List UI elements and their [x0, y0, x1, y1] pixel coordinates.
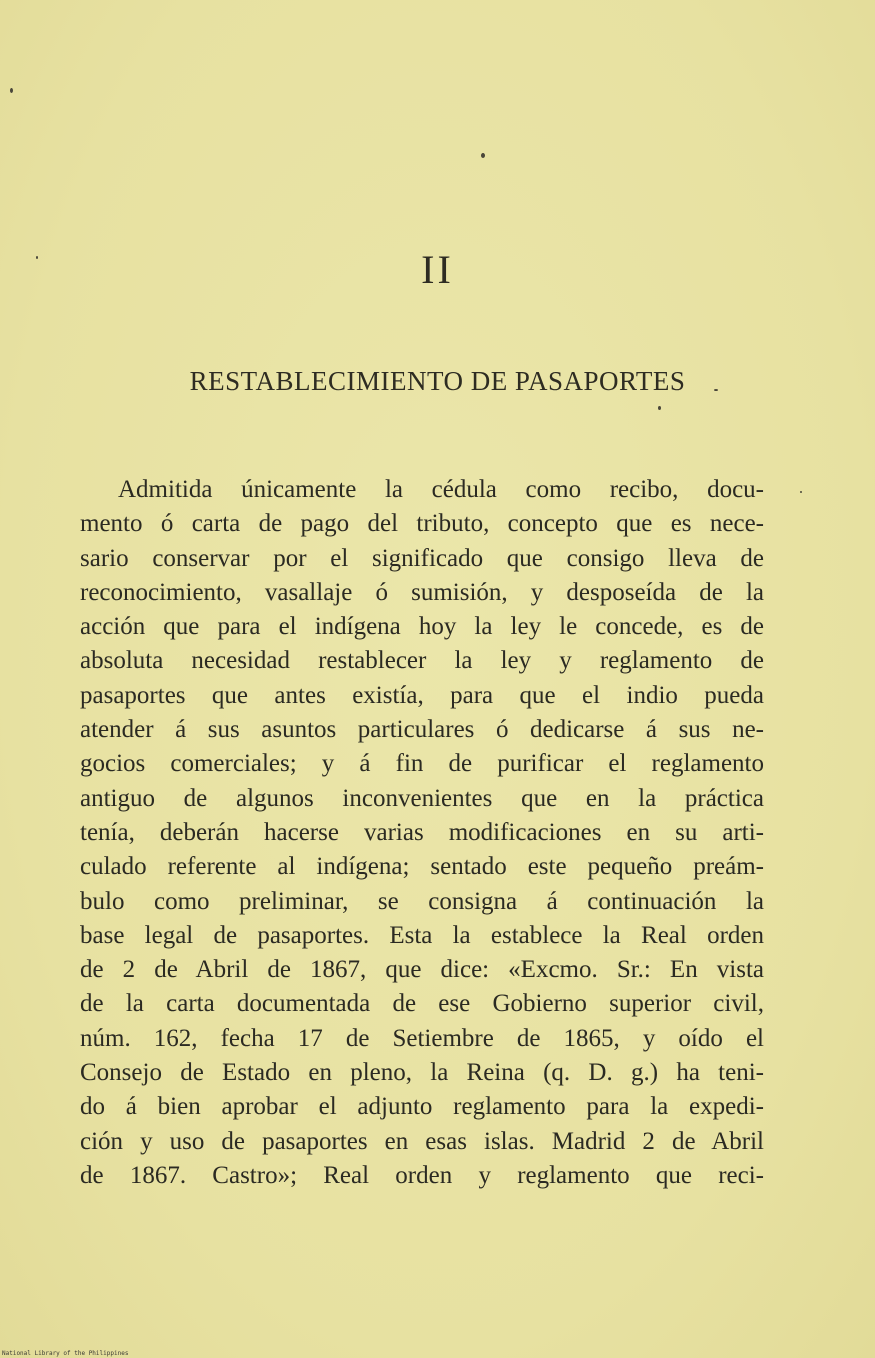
- text-line: gocios comerciales; y á fin de purificar el reglamento: [80, 750, 764, 778]
- text-line: reconocimiento, vasallaje ó sumisión, y desposeída de la: [80, 578, 764, 606]
- text-line: antiguo de algunos inconvenientes que en la práctica: [80, 784, 764, 812]
- text-line: de 1867. Castro»; Real orden y reglamento que reci-: [80, 1161, 764, 1189]
- ink-speck: [658, 406, 661, 410]
- ink-speck: [481, 153, 485, 158]
- text-line: de la carta documentada de ese Gobierno superior civil,: [80, 990, 764, 1018]
- text-line: Consejo de Estado en pleno, la Reina (q. D. g.) ha teni-: [80, 1059, 764, 1087]
- text-line: sario conservar por el significado que consigo lleva de: [80, 544, 764, 572]
- text-line: base legal de pasaportes. Esta la establece la Real orden: [80, 921, 764, 949]
- text-line: atender á sus asuntos particulares ó dedicarse á sus ne-: [80, 716, 764, 744]
- text-line: do á bien aprobar el adjunto reglamento para la expedi-: [80, 1093, 764, 1121]
- text-line: de 2 de Abril de 1867, que dice: «Excmo. Sr.: En vista: [80, 956, 764, 984]
- library-credit: National Library of the Philippines: [2, 1350, 129, 1357]
- text-line: culado referente al indígena; sentado este pequeño preám-: [80, 853, 764, 881]
- chapter-title: RESTABLECIMIENTO DE PASAPORTES: [189, 366, 686, 396]
- text-line: tenía, deberán hacerse varias modificaciones en su arti-: [80, 818, 764, 846]
- text-line: acción que para el indígena hoy la ley le concede, es de: [80, 613, 764, 641]
- text-line: mento ó carta de pago del tributo, concepto que es nece-: [80, 510, 764, 538]
- ink-speck: [800, 491, 802, 493]
- text-line: absoluta necesidad restablecer la ley y reglamento de: [80, 647, 764, 675]
- text-line: pasaportes que antes existía, para que el indio pueda: [80, 681, 764, 709]
- text-line: bulo como preliminar, se consigna á continuación la: [80, 887, 764, 915]
- text-line: ción y uso de pasaportes en esas islas. Madrid 2 de Abril: [80, 1127, 764, 1155]
- body-paragraph: [80, 473, 764, 1193]
- text-line: Admitida únicamente la cédula como recibo, docu-: [118, 476, 764, 503]
- chapter-number: II: [421, 247, 454, 292]
- text-line: núm. 162, fecha 17 de Setiembre de 1865, y oído el: [80, 1024, 764, 1052]
- ink-speck: [10, 88, 13, 93]
